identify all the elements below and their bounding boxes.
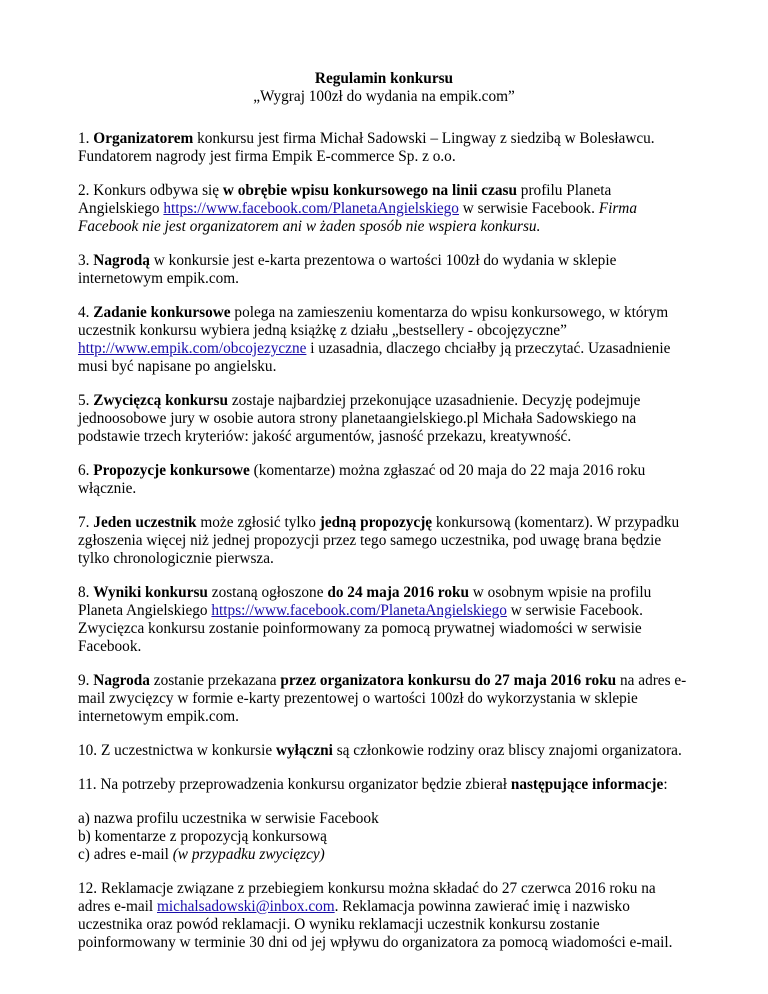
p3-bold: Nagrodą xyxy=(93,252,150,269)
p3-rest: w konkursie jest e-karta prezentowa o wartości 100zł do wydania w sklepie internetowym empik.com. xyxy=(78,252,617,287)
p10-rest: są członkowie rodziny oraz bliscy znajomi organizatora. xyxy=(332,742,682,759)
p12-pre: 12. Reklamacje związane z przebiegiem konkursu można składać do 27 czerwca 2016 roku na adres e-mail xyxy=(78,880,656,915)
p4-rest: i uzasadnia, dlaczego chciałby ją przeczytać. Uzasadnienie musi być napisane po angielsku. xyxy=(78,340,671,375)
list-item-b: b) komentarze z propozycją konkursową xyxy=(78,828,327,845)
empik-link[interactable]: http://www.empik.com/obcojezyczne xyxy=(78,340,307,357)
p8-bold2: do 24 maja 2016 roku xyxy=(327,584,469,601)
facebook-link[interactable]: https://www.facebook.com/PlanetaAngielskiego xyxy=(163,200,459,217)
p9-rest: na adres e-mail zwycięzcy w formie e-karty prezentowej o wartości 100zł do wykorzystania w sklepie internetowym empik.com. xyxy=(78,672,687,725)
title-block xyxy=(78,70,690,106)
p10-bold: wyłączni xyxy=(275,742,333,759)
p11-pre: 11. Na potrzeby przeprowadzenia konkursu organizator będzie zbierał xyxy=(78,776,511,793)
page-subtitle: „Wygraj 100zł do wydania na empik.com” xyxy=(253,88,515,105)
p2-pre: 2. Konkurs odbywa się xyxy=(78,182,223,199)
paragraph-11 xyxy=(78,776,690,794)
paragraph-3 xyxy=(78,252,690,288)
p8-mid2: w osobnym wpisie na profilu Planeta Angielskiego xyxy=(78,584,652,619)
paragraph-7 xyxy=(78,514,690,568)
p11-bold: następujące informacje xyxy=(510,776,664,793)
p1-rest: konkursu jest firma Michał Sadowski – Lingway z siedzibą w Bolesławcu. Fundatorem nagrody jest firma Empik E-commerce Sp. z o.o. xyxy=(78,130,655,165)
p5-num: 5. xyxy=(78,392,94,409)
p7-bold2: jedną propozycję xyxy=(319,514,433,531)
p6-bold: Propozycje konkursowe xyxy=(93,462,250,479)
p2-bold: w obrębie wpisu konkursowego na linii czasu xyxy=(222,182,517,199)
page-title: Regulamin konkursu xyxy=(314,70,454,87)
p5-rest: zostaje najbardziej przekonujące uzasadnienie. Decyzję podejmuje jednoosobowe jury w osobie autora strony planetaangielskiego.pl Michała Sadowskiego na podstawie trzech kryteriów: jakość argumentów, jasność przekazu, kreatywność. xyxy=(78,392,641,445)
p8-rest: w serwisie Facebook. Zwycięzca konkursu zostanie poinformowany za pomocą prywatnej wiadomości w serwisie Facebook. xyxy=(78,602,643,655)
p7-rest: konkursową (komentarz). W przypadku zgłoszenia więcej niż jednej propozycji przez tego samego uczestnika, pod uwagę brana będzie tylko chronologicznie pierwsza. xyxy=(78,514,680,567)
list-item-c xyxy=(78,846,690,864)
p2-mid: profilu Planeta Angielskiego xyxy=(78,182,612,217)
facebook-link-2[interactable]: https://www.facebook.com/PlanetaAngielskiego xyxy=(211,602,507,619)
paragraph-1 xyxy=(78,130,690,166)
p2-post: w serwisie Facebook. xyxy=(458,200,599,217)
list-item-c-text: c) adres e-mail xyxy=(78,846,173,863)
paragraph-6 xyxy=(78,462,690,498)
paragraph-5 xyxy=(78,392,690,446)
p5-bold: Zwycięzcą konkursu xyxy=(93,392,229,409)
p10-pre: 10. Z uczestnictwa w konkursie xyxy=(78,742,276,759)
paragraph-9 xyxy=(78,672,690,726)
info-list xyxy=(78,810,690,864)
p8-num: 8. xyxy=(78,584,94,601)
p9-num: 9. xyxy=(78,672,94,689)
paragraph-2 xyxy=(78,182,690,236)
email-link[interactable]: michalsadowski@inbox.com xyxy=(157,898,335,915)
paragraph-10 xyxy=(78,742,690,760)
p8-mid: zostaną ogłoszone xyxy=(207,584,328,601)
p1-bold: Organizatorem xyxy=(93,130,194,147)
p4-mid: polega na zamieszeniu komentarza do wpisu konkursowego, w którym uczestnik konkursu wybiera jedną książkę z działu „bestsellery - obcojęzyczne” xyxy=(78,304,669,339)
paragraph-8 xyxy=(78,584,690,656)
p8-bold1: Wyniki konkursu xyxy=(93,584,208,601)
p6-num: 6. xyxy=(78,462,94,479)
p9-mid: zostanie przekazana xyxy=(149,672,281,689)
p7-bold1: Jeden uczestnik xyxy=(93,514,197,531)
p6-rest: (komentarze) można zgłaszać od 20 maja do 22 maja 2016 roku włącznie. xyxy=(78,462,646,497)
list-item-c-italic: (w przypadku zwycięzcy) xyxy=(172,846,325,863)
p9-bold2: przez organizatora konkursu do 27 maja 2016 roku xyxy=(280,672,617,689)
p1-num: 1. xyxy=(78,130,94,147)
p11-rest: : xyxy=(663,776,668,793)
p2-italic: Firma Facebook nie jest organizatorem ani w żaden sposób nie wspiera konkursu. xyxy=(78,200,637,235)
p7-num: 7. xyxy=(78,514,94,531)
p12-rest: . Reklamacja powinna zawierać imię i nazwisko uczestnika oraz powód reklamacji. O wyniku reklamacji uczestnik konkursu zostanie poinformowany w terminie 30 dni od jej wpływu do organizatora za pomocą wiadomości e-mail. xyxy=(78,898,673,951)
p7-mid: może zgłosić tylko xyxy=(196,514,320,531)
paragraph-12 xyxy=(78,880,690,952)
p9-bold1: Nagroda xyxy=(93,672,150,689)
paragraph-4 xyxy=(78,304,690,376)
p4-bold: Zadanie konkursowe xyxy=(93,304,231,321)
list-item-a: a) nazwa profilu uczestnika w serwisie Facebook xyxy=(78,810,379,827)
p4-num: 4. xyxy=(78,304,94,321)
p3-num: 3. xyxy=(78,252,94,269)
